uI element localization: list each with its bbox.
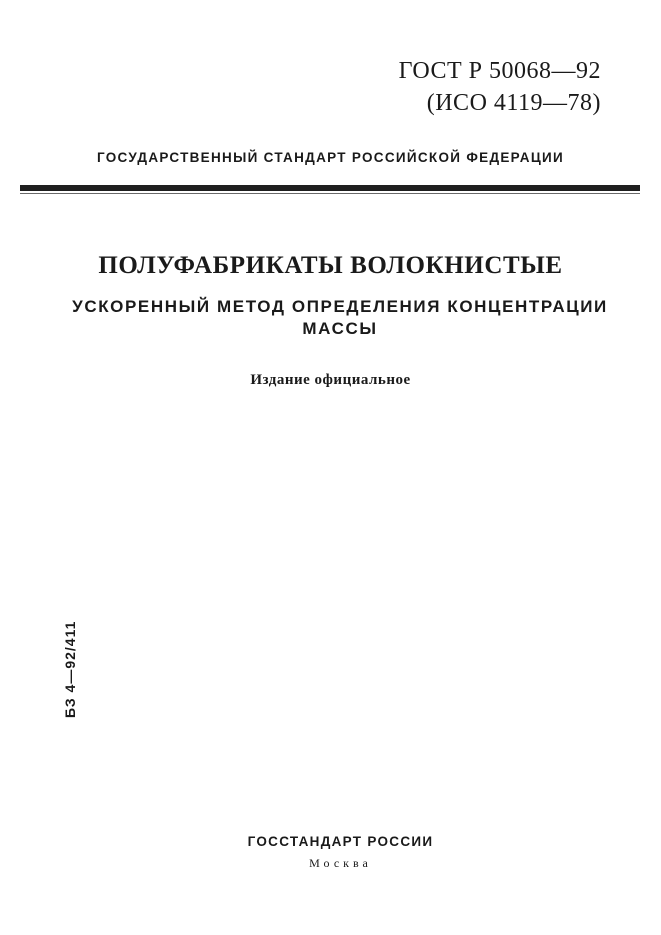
- iso-reference: (ИСО 4119—78): [426, 90, 601, 116]
- header-divider-thin: [20, 193, 640, 194]
- publication-city: Москва: [309, 856, 372, 870]
- side-code: БЗ 4—92/411: [62, 620, 78, 718]
- standard-number: ГОСТ Р 50068—92: [398, 58, 601, 84]
- publisher: ГОССТАНДАРТ РОССИИ: [247, 834, 434, 849]
- document-title: ПОЛУФАБРИКАТЫ ВОЛОКНИСТЫЕ: [98, 252, 563, 279]
- document-subtitle: УСКОРЕННЫЙ МЕТОД ОПРЕДЕЛЕНИЯ КОНЦЕНТРАЦИИ МАССЫ: [72, 297, 608, 338]
- header-divider: [20, 185, 640, 191]
- state-standard-heading: ГОСУДАРСТВЕННЫЙ СТАНДАРТ РОССИЙСКОЙ ФЕДЕРАЦИИ: [96, 150, 565, 165]
- edition-note: Издание официальное: [250, 372, 411, 388]
